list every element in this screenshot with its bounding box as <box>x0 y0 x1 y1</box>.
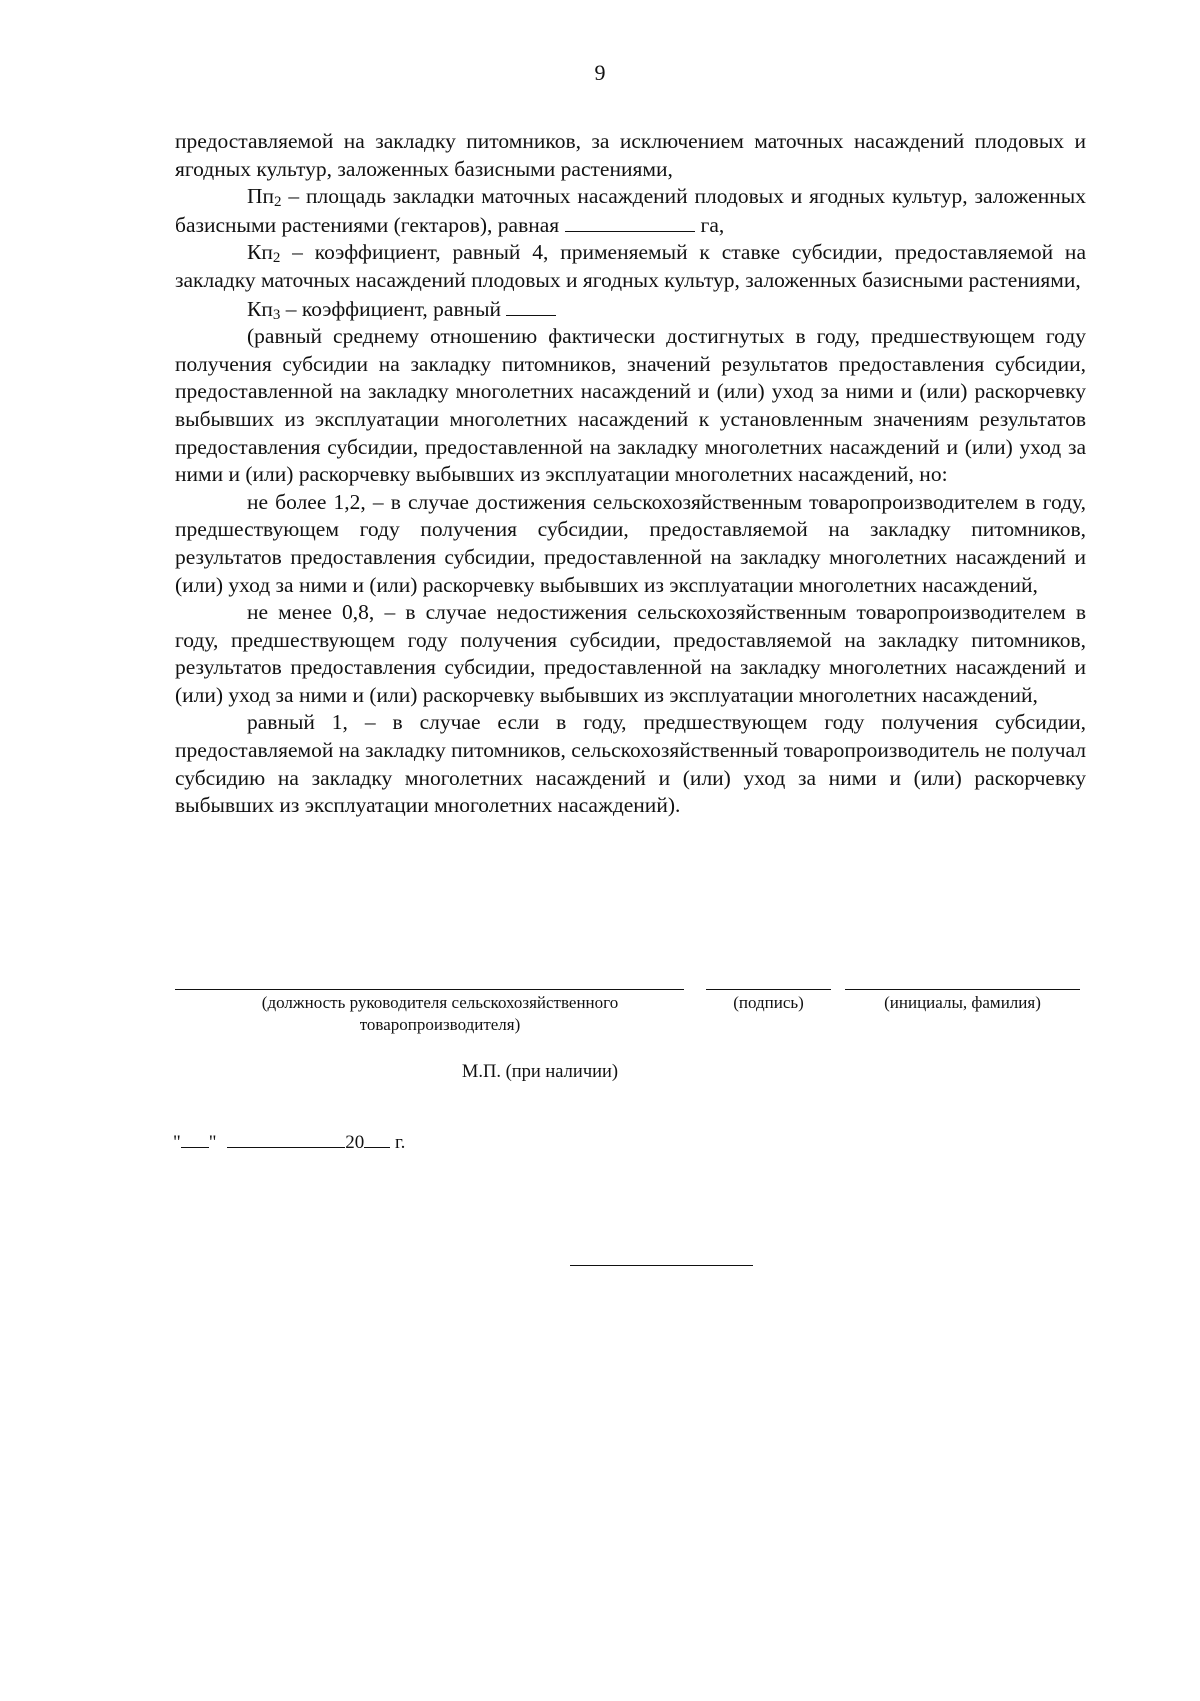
name-label: (инициалы, фамилия) <box>884 993 1041 1012</box>
month-blank-field[interactable] <box>227 1131 345 1148</box>
paragraph-equal-one: равный 1, – в случае если в году, предшествующем году получения субсидии, предоставляемой на закладку питомников, сельскохозяйственный товаропроизводитель не получал субсидию на закладку многолетних насаждений и (или) уход за ними и (или) раскорчевку выбывших из эксплуатации многолетних насаждений). <box>175 710 1086 818</box>
paragraph-not-less: не менее 0,8, – в случае недостижения сельскохозяйственным товаропроизводителем в году, предшествующем году получения субсидии, предоставляемой на закладку питомников, результатов предоставления субсидии, предоставленной на закладку многолетних насаждений и (или) уход за ними и (или) раскорчевку выбывших из эксплуатации многолетних насаждений, <box>175 600 1086 707</box>
name-signature-line[interactable] <box>845 989 1080 990</box>
year-suffix: г. <box>395 1132 406 1153</box>
area-blank-field[interactable] <box>565 211 695 232</box>
day-blank-field[interactable] <box>181 1131 209 1148</box>
paragraph-not-more: не более 1,2, – в случае достижения сельскохозяйственным товаропроизводителем в году, предшествующем году получения субсидии, предоставляемой на закладку питомников, результатов предоставления субсидии, предоставленной на закладку многолетних насаждений и (или) уход за ними и (или) раскорчевку выбывших из эксплуатации многолетних насаждений, <box>175 489 1086 597</box>
date-quote-close: " <box>208 1132 217 1153</box>
symbol-subscript: 3 <box>272 306 281 323</box>
date-quote-open: " <box>173 1132 181 1153</box>
year-blank-field[interactable] <box>364 1131 390 1148</box>
symbol-kp: Кп <box>247 296 273 321</box>
paragraph-coefficient-kp2 <box>175 239 1086 294</box>
paragraph-average-ratio: (равный среднему отношению фактически достигнутых в году, предшествующем году получения субсидии на закладку питомников, значений результатов предоставления субсидии, предоставленной на закладку многолетних насаждений и (или) уход за ними и (или) раскорчевку выбывших из эксплуатации многолетних насаждений к установленным значениям результатов предоставления субсидии, предоставленной на закладку многолетних насаждений и (или) уход за ними и (или) раскорчевку выбывших из эксплуатации многолетних насаждений, но: <box>175 324 1086 487</box>
symbol-pp: Пп <box>247 184 275 209</box>
position-signature-line[interactable] <box>175 989 684 990</box>
year-prefix: 20 <box>345 1132 365 1153</box>
signature-line[interactable] <box>706 989 831 990</box>
page-number: 9 <box>594 60 606 85</box>
position-label: (должность руководителя сельскохозяйственного товаропроизводителя) <box>261 993 619 1034</box>
area-unit: га, <box>700 212 725 237</box>
definition-text: – площадь закладки маточных насаждений плодовых и ягодных культур, заложенных базисными растениями (гектаров), равная <box>175 184 1086 237</box>
definition-text: – коэффициент, равный 4, применяемый к ставке субсидии, предоставляемой на закладку маточных насаждений плодовых и ягодных культур, заложенных базисными растениями, <box>175 240 1086 292</box>
paragraph-coefficient-kp3 <box>175 295 1086 324</box>
coefficient-blank-field[interactable] <box>506 295 556 316</box>
symbol-subscript: 2 <box>272 250 281 267</box>
symbol-kp: Кп <box>247 240 273 265</box>
definition-text: – коэффициент, равный <box>280 296 507 321</box>
symbol-subscript: 2 <box>274 194 282 211</box>
end-of-document-rule <box>570 1265 753 1266</box>
date-line <box>173 1131 405 1154</box>
document-body <box>175 128 1086 820</box>
paragraph-area-definition <box>175 183 1086 239</box>
paragraph-1: предоставляемой на закладку питомников, за исключением маточных насаждений плодовых и ягодных культур, заложенных базисными растениями, <box>175 129 1086 181</box>
stamp-label: М.П. (при наличии) <box>461 1062 619 1082</box>
signature-label: (подпись) <box>733 993 804 1012</box>
